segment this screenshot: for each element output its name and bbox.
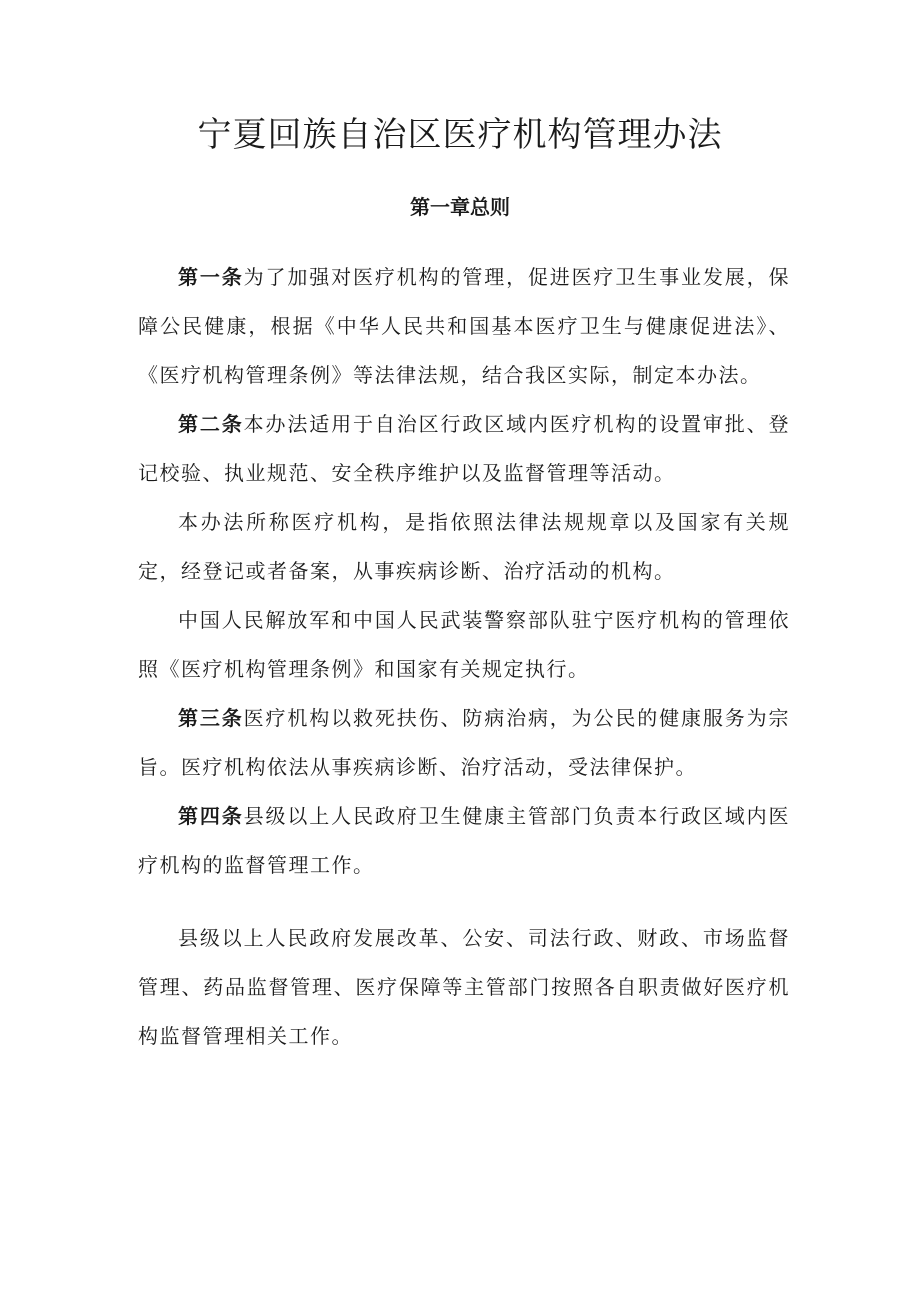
article-number: 第四条 (178, 804, 244, 828)
paragraph-text: 县级以上人民政府卫生健康主管部门负责本行政区域内医疗机构的监督管理工作。 (138, 804, 791, 877)
paragraph-text: 中国人民解放军和中国人民武装警察部队驻宁医疗机构的管理依照《医疗机构管理条例》和国家有关规定执行。 (138, 608, 790, 681)
paragraph-article-1 (138, 253, 790, 400)
paragraph-article-2-definition (138, 498, 790, 596)
paragraph-article-4 (138, 792, 790, 890)
paragraph-text: 本办法适用于自治区行政区域内医疗机构的设置审批、登记校验、执业规范、安全秩序维护以及监督管理等活动。 (138, 412, 791, 485)
article-number: 第三条 (178, 706, 244, 730)
article-number: 第一条 (178, 265, 244, 289)
paragraph-text: 本办法所称医疗机构，是指依照法律法规规章以及国家有关规定，经登记或者备案，从事疾病诊断、治疗活动的机构。 (138, 510, 790, 583)
paragraph-article-4-departments (138, 914, 790, 1061)
paragraph-article-2-military (138, 596, 790, 694)
paragraph-text: 县级以上人民政府发展改革、公安、司法行政、财政、市场监督管理、药品监督管理、医疗保障等主管部门按照各自职责做好医疗机构监督管理相关工作。 (138, 926, 790, 1048)
chapter-heading: 第一章总则 (410, 195, 510, 219)
document-title: 宁夏回族自治区医疗机构管理办法 (197, 115, 723, 155)
document-body (138, 253, 790, 1061)
paragraph-text: 为了加强对医疗机构的管理，促进医疗卫生事业发展，保障公民健康，根据《中华人民共和国基本医疗卫生与健康促进法》、《医疗机构管理条例》等法律法规，结合我区实际，制定本办法。 (138, 265, 791, 387)
article-number: 第二条 (178, 412, 244, 436)
paragraph-article-2 (138, 400, 790, 498)
paragraph-text: 医疗机构以救死扶伤、防病治病，为公民的健康服务为宗旨。医疗机构依法从事疾病诊断、治疗活动，受法律保护。 (138, 706, 791, 779)
paragraph-article-3 (138, 694, 790, 792)
